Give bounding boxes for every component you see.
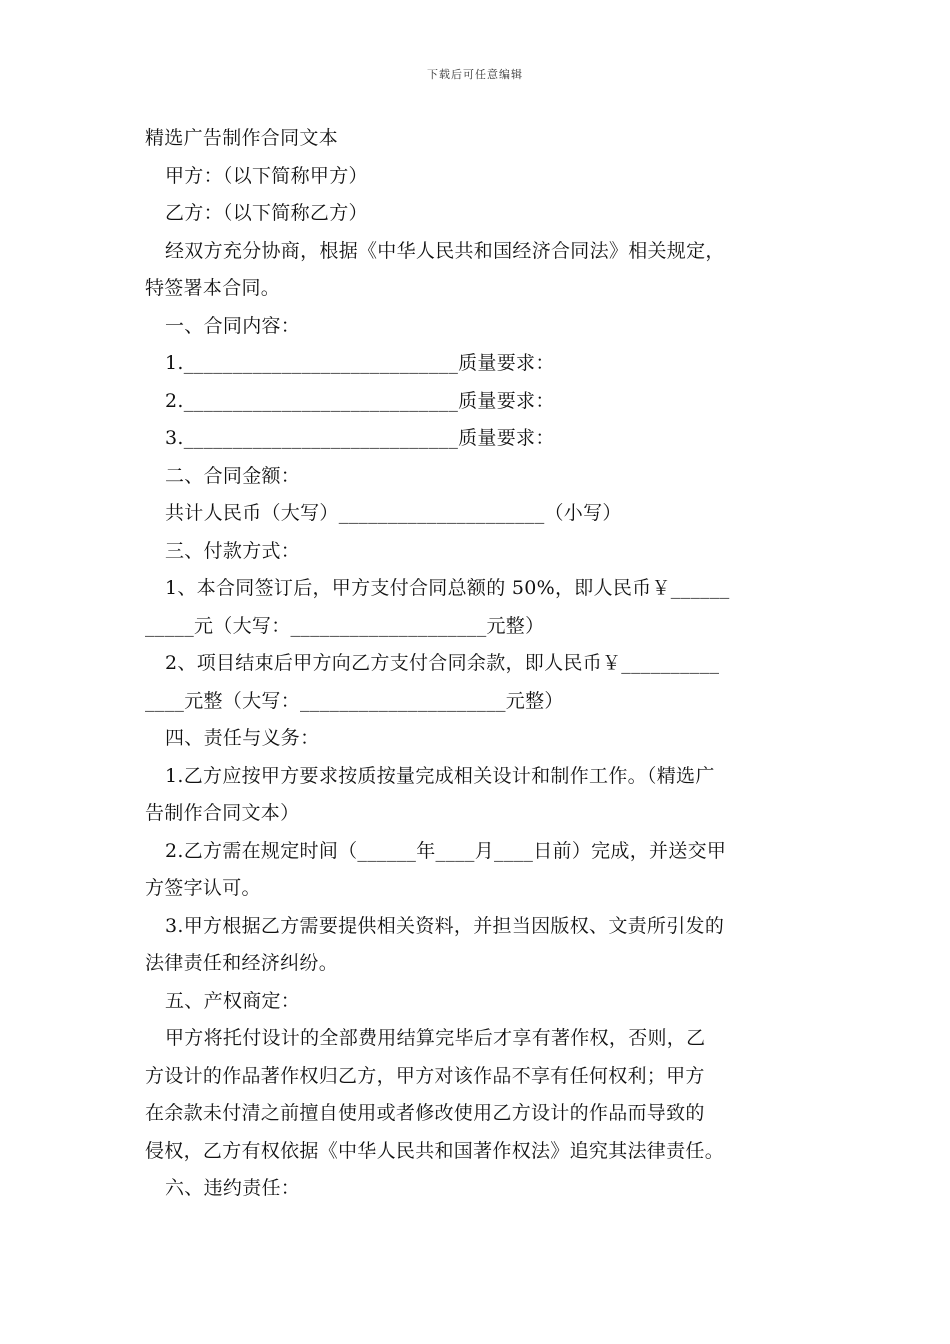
section-heading-ownership: 五、产权商定： <box>165 989 301 1012</box>
duty-item-2-line-1: 2.乙方需在规定时间（______年____月____日前）完成，并送交甲 <box>165 839 727 862</box>
content-item-1: 1.____________________________质量要求： <box>165 352 555 374</box>
section-heading-breach: 六、违约责任： <box>165 1177 301 1199</box>
duty-item-1-line-2: 告制作合同文本） <box>145 802 300 824</box>
ownership-line-3: 在余款未付清之前擅自使用或者修改使用乙方设计的作品而导致的 <box>145 1102 705 1124</box>
ownership-line-4: 侵权，乙方有权依据《中华人民共和国著作权法》追究其法律责任。 <box>145 1139 725 1162</box>
content-item-2: 2.____________________________质量要求： <box>165 389 555 412</box>
contract-body <box>145 120 815 1208</box>
payment-item-1-line-1: 1、本合同签订后，甲方支付合同总额的 50%，即人民币￥______ <box>165 577 730 599</box>
duty-item-3-line-2: 法律责任和经济纠纷。 <box>145 952 339 974</box>
payment-item-2-line-1: 2、项目结束后甲方向乙方支付合同余款，即人民币￥__________ <box>165 652 720 674</box>
section-heading-duties: 四、责任与义务： <box>165 727 320 749</box>
content-item-3: 3.____________________________质量要求： <box>165 427 555 449</box>
duty-item-3-line-1: 3.甲方根据乙方需要提供相关资料，并担当因版权、文责所引发的 <box>165 914 725 937</box>
section-heading-payment: 三、付款方式： <box>165 539 301 562</box>
preamble-line-2: 特签署本合同。 <box>145 277 281 299</box>
ownership-line-1: 甲方将托付设计的全部费用结算完毕后才享有著作权，否则，乙 <box>165 1027 706 1049</box>
payment-item-1-line-2: _____元（大写：____________________元整） <box>145 614 545 637</box>
ownership-line-2: 方设计的作品著作权归乙方，甲方对该作品不享有任何权利；甲方 <box>145 1064 705 1087</box>
section-heading-amount: 二、合同金额： <box>165 464 301 487</box>
section-heading-content: 一、合同内容： <box>165 314 301 337</box>
header-note: 下载后可任意编辑 <box>427 68 523 81</box>
amount-line: 共计人民币（大写）_____________________（小写） <box>165 502 622 524</box>
party-b-line: 乙方：（以下简称乙方） <box>165 202 368 224</box>
party-a-line: 甲方：（以下简称甲方） <box>165 164 368 187</box>
duty-item-2-line-2: 方签字认可。 <box>145 877 261 899</box>
payment-item-2-line-2: ____元整（大写：_____________________元整） <box>145 689 564 712</box>
duty-item-1-line-1: 1.乙方应按甲方要求按质按量完成相关设计和制作工作。（精选广 <box>165 764 715 787</box>
contract-title: 精选广告制作合同文本 <box>145 127 339 149</box>
preamble-line-1: 经双方充分协商，根据《中华人民共和国经济合同法》相关规定， <box>165 239 725 262</box>
